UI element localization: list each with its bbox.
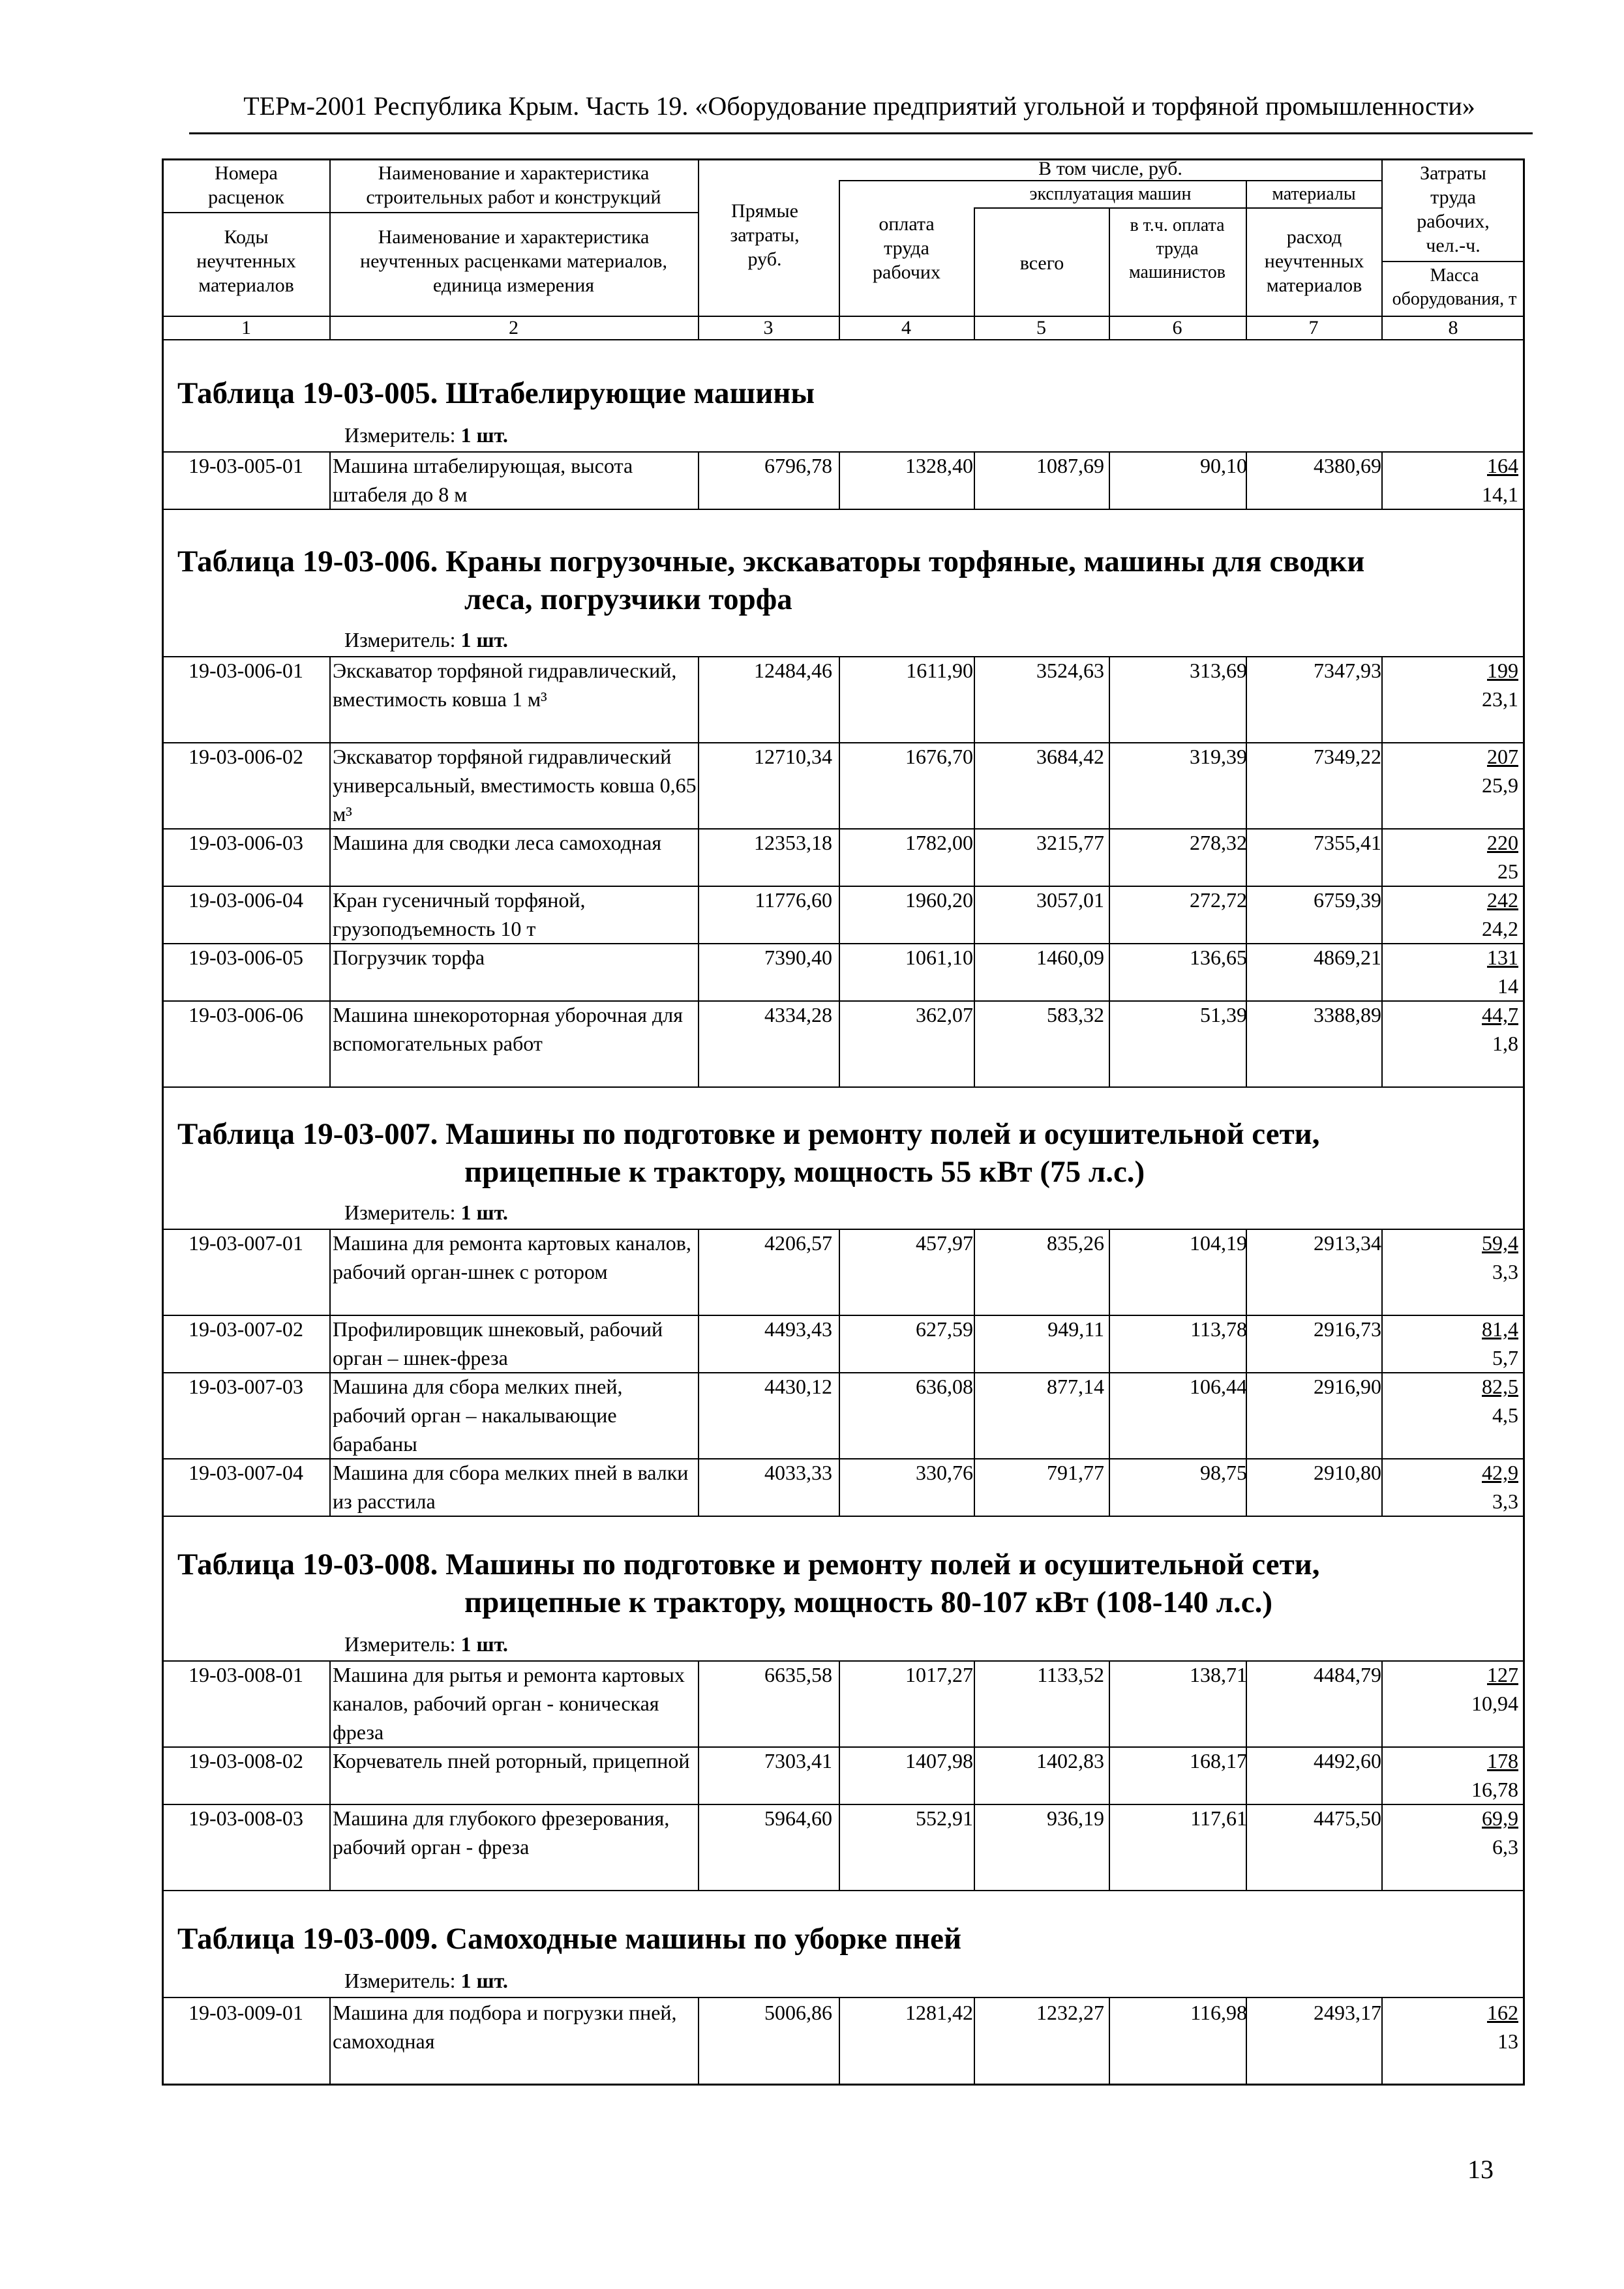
grid-col-line: [329, 1997, 331, 2086]
col6-header: в т.ч. оплата труда машинистов: [1129, 215, 1226, 282]
equipment-mass: 3,3: [1492, 1260, 1518, 1283]
col7-header: расход неучтенных материалов: [1264, 226, 1364, 296]
rate-code: 19-03-007-04: [188, 1461, 303, 1484]
rate-code: 19-03-006-06: [188, 1003, 303, 1026]
header-divider: [162, 212, 699, 213]
work-name: Машина для рытья и ремонта картовых каналов, рабочий орган - коническая фреза: [333, 1663, 685, 1744]
labor-pay: 1061,10: [905, 946, 973, 969]
machinists-pay: 168,17: [1190, 1749, 1247, 1773]
equipment-mass: 4,5: [1492, 1403, 1518, 1427]
materials-cost: 7347,93: [1314, 659, 1381, 682]
labor-pay: 1611,90: [906, 659, 973, 682]
grid-col-line: [974, 1229, 975, 1516]
grid-col-line: [974, 656, 975, 1086]
materials-cost: 2916,73: [1314, 1317, 1381, 1341]
labor-hours: 127: [1487, 1663, 1518, 1686]
machinists-pay: 106,44: [1190, 1375, 1247, 1398]
col-number: 7: [1308, 317, 1319, 338]
machinists-pay: 117,61: [1190, 1806, 1247, 1830]
labor-hours: 178: [1487, 1749, 1518, 1773]
direct-cost: 4493,43: [764, 1317, 832, 1341]
labor-pay: 636,08: [916, 1375, 973, 1398]
materials-cost: 2910,80: [1314, 1461, 1381, 1484]
materials-cost: 2916,90: [1314, 1375, 1381, 1398]
rate-code: 19-03-006-04: [188, 888, 303, 912]
grid-col-line: [329, 1229, 331, 1516]
col2-bottom-header: Наименование и характеристика неучтенных расценками материалов, единица измерения: [360, 226, 667, 296]
work-name: Погрузчик торфа: [333, 946, 485, 969]
rate-code: 19-03-007-02: [188, 1317, 303, 1341]
grid-col-line: [974, 451, 975, 509]
measure-line: [344, 1967, 508, 1994]
labor-pay: 1281,42: [905, 2001, 973, 2024]
direct-cost: 11776,60: [755, 888, 832, 912]
labor-pay: 330,76: [916, 1461, 973, 1484]
section-title-continued: прицепные к трактору, мощность 55 кВт (75 л.с.): [464, 1155, 1145, 1189]
machinists-pay: 278,32: [1190, 831, 1247, 854]
labor-pay: 1328,40: [905, 454, 973, 477]
grid-col-line: [329, 451, 331, 509]
machines-total: 1460,09: [1036, 946, 1104, 969]
direct-cost: 5964,60: [764, 1806, 832, 1830]
work-name: Машина для ремонта картовых каналов, рабочий орган-шнек с ротором: [333, 1231, 691, 1283]
materials-cost: 4475,50: [1314, 1806, 1381, 1830]
rate-code: 19-03-007-01: [188, 1231, 303, 1255]
rate-code: 19-03-006-05: [188, 946, 303, 969]
equipment-mass: 1,8: [1492, 1032, 1518, 1055]
grid-col-line: [1381, 1229, 1383, 1516]
machinists-pay: 136,65: [1190, 946, 1247, 969]
work-name: Машина штабелирующая, высота штабеля до 8 м: [333, 454, 633, 506]
col3-header: Прямые затраты, руб.: [730, 200, 800, 270]
labor-hours: 81,4: [1482, 1317, 1518, 1341]
direct-cost: 5006,86: [764, 2001, 832, 2024]
section-rule: [162, 1086, 1525, 1088]
grid-col-line: [839, 1660, 840, 1890]
measure-unit: 1 шт.: [460, 628, 508, 651]
col2-top-header: Наименование и характеристика строительных работ и конструкций: [366, 162, 661, 208]
col4-header: оплата труда рабочих: [873, 213, 940, 283]
machines-total: 1232,27: [1036, 2001, 1104, 2024]
col-number: 5: [1036, 317, 1046, 338]
running-header: ТЕРм-2001 Республика Крым. Часть 19. «Оборудование предприятий угольной и торфяной промышленности»: [243, 91, 1475, 121]
col-number: 8: [1448, 317, 1458, 338]
measure-label: Измеритель:: [344, 423, 456, 447]
labor-hours: 199: [1487, 659, 1518, 682]
machines-total: 835,26: [1047, 1231, 1104, 1255]
labor-pay: 1960,20: [905, 888, 973, 912]
header-col-line: [698, 158, 699, 339]
section-rule: [162, 1890, 1525, 1891]
equipment-mass: 3,3: [1492, 1489, 1518, 1513]
direct-cost: 6796,78: [764, 454, 832, 477]
machines-total: 1402,83: [1036, 1749, 1104, 1773]
machines-total: 791,77: [1047, 1461, 1104, 1484]
grid-col-line: [1381, 656, 1383, 1086]
work-name: Машина для подбора и погрузки пней, самоходная: [333, 2001, 677, 2053]
machinists-pay: 138,71: [1190, 1663, 1247, 1686]
measure-line: [344, 1199, 508, 1225]
direct-cost: 12710,34: [754, 745, 832, 768]
machines-total: 936,19: [1047, 1806, 1104, 1830]
materials-cost: 6759,39: [1314, 888, 1381, 912]
labor-hours: 69,9: [1482, 1806, 1518, 1830]
section-title-continued: прицепные к трактору, мощность 80-107 кВт (108-140 л.с.): [464, 1585, 1273, 1619]
work-name: Машина шнекороторная уборочная для вспомогательных работ: [333, 1003, 683, 1055]
work-name: Машина для глубокого фрезерования, рабочий орган - фреза: [333, 1806, 670, 1859]
measure-label: Измеритель:: [344, 628, 456, 651]
col-number: 4: [901, 317, 911, 338]
materials-cost: 4492,60: [1314, 1749, 1381, 1773]
equipment-mass: 14: [1497, 974, 1518, 998]
machinists-pay: 90,10: [1200, 454, 1247, 477]
labor-hours: 162: [1487, 2001, 1518, 2024]
direct-cost: 4430,12: [764, 1375, 832, 1398]
measure-line: [344, 422, 508, 448]
header-col-line: [1381, 158, 1383, 339]
equipment-mass: 14,1: [1482, 483, 1518, 506]
measure-unit: 1 шт.: [460, 1201, 508, 1224]
labor-pay: 627,59: [916, 1317, 973, 1341]
machines-total: 1133,52: [1037, 1663, 1104, 1686]
materials-cost: 2913,34: [1314, 1231, 1381, 1255]
rate-code: 19-03-006-03: [188, 831, 303, 854]
header-divider: [1381, 261, 1525, 262]
machines-total: 3215,77: [1036, 831, 1104, 854]
machinists-pay: 313,69: [1190, 659, 1247, 682]
grid-col-line: [698, 1660, 699, 1890]
machinists-pay: 51,39: [1200, 1003, 1247, 1026]
materials-cost: 2493,17: [1314, 2001, 1381, 2024]
grid-col-line: [329, 1660, 331, 1890]
col1-top-header: Номера расценок: [208, 162, 284, 208]
section-rule: [162, 1516, 1525, 1517]
measure-label: Измеритель:: [344, 1969, 456, 1992]
equipment-mass: 13: [1497, 2029, 1518, 2053]
machines-total: 1087,69: [1036, 454, 1104, 477]
labor-hours: 131: [1487, 946, 1518, 969]
header-divider: [974, 207, 1381, 209]
materials-cost: 3388,89: [1314, 1003, 1381, 1026]
included-group-header: В том числе, руб.: [1038, 158, 1182, 179]
measure-label: Измеритель:: [344, 1201, 456, 1224]
machinists-pay: 104,19: [1190, 1231, 1247, 1255]
equipment-mass: 24,2: [1482, 917, 1518, 940]
col8-top-header: Затраты труда рабочих, чел.-ч.: [1417, 162, 1490, 256]
measure-line: [344, 1631, 508, 1657]
direct-cost: 4334,28: [764, 1003, 832, 1026]
equipment-mass: 16,78: [1471, 1778, 1518, 1801]
measure-unit: 1 шт.: [460, 423, 508, 447]
rate-code: 19-03-008-01: [188, 1663, 303, 1686]
grid-col-line: [1381, 1997, 1383, 2086]
measure-unit: 1 шт.: [460, 1632, 508, 1656]
work-name: Профилировщик шнековый, рабочий орган – шнек-фреза: [333, 1317, 663, 1369]
equipment-mass: 25: [1497, 860, 1518, 883]
equipment-mass: 10,94: [1471, 1692, 1518, 1715]
work-name: Машина для сбора мелких пней, рабочий орган – накалывающие барабаны: [333, 1375, 623, 1456]
col5-header: всего: [1019, 252, 1064, 274]
rate-code: 19-03-006-01: [188, 659, 303, 682]
measure-unit: 1 шт.: [460, 1969, 508, 1992]
labor-hours: 59,4: [1482, 1231, 1518, 1255]
work-name: Машина для сводки леса самоходная: [333, 831, 662, 854]
grid-col-line: [1109, 1660, 1110, 1890]
rate-code: 19-03-008-02: [188, 1749, 303, 1773]
grid-col-line: [329, 656, 331, 1086]
equipment-mass: 6,3: [1492, 1835, 1518, 1859]
work-name: Кран гусеничный торфяной, грузоподъемность 10 т: [333, 888, 586, 940]
machines-total: 877,14: [1047, 1375, 1104, 1398]
measure-label: Измеритель:: [344, 1632, 456, 1656]
rate-code: 19-03-005-01: [188, 454, 303, 477]
labor-hours: 220: [1487, 831, 1518, 854]
materials-cost: 7355,41: [1314, 831, 1381, 854]
page-number: 13: [1467, 2155, 1494, 2184]
grid-col-line: [1381, 1660, 1383, 1890]
labor-pay: 1407,98: [905, 1749, 973, 1773]
direct-cost: 12353,18: [754, 831, 832, 854]
machines-total: 3057,01: [1036, 888, 1104, 912]
labor-pay: 457,97: [916, 1231, 973, 1255]
section-title: Таблица 19-03-007. Машины по подготовке и ремонту полей и осушительной сети,: [177, 1117, 1320, 1151]
direct-cost: 7303,41: [764, 1749, 832, 1773]
machinists-pay: 272,72: [1190, 888, 1247, 912]
col-number: 3: [763, 317, 774, 338]
grid-col-line: [974, 1660, 975, 1890]
rate-code: 19-03-007-03: [188, 1375, 303, 1398]
col-number: 2: [509, 317, 519, 338]
materials-cost: 4484,79: [1314, 1663, 1381, 1686]
machinists-pay: 98,75: [1200, 1461, 1247, 1484]
measure-line: [344, 627, 508, 653]
section-title-continued: леса, погрузчики торфа: [464, 582, 792, 616]
labor-pay: 552,91: [916, 1806, 973, 1830]
labor-pay: 1676,70: [905, 745, 973, 768]
machines-group-header: эксплуатация машин: [1029, 184, 1192, 204]
col8-bottom-header: Масса оборудования, т: [1392, 265, 1517, 309]
rate-code: 19-03-006-02: [188, 745, 303, 768]
direct-cost: 7390,40: [764, 946, 832, 969]
machines-total: 3524,63: [1036, 659, 1104, 682]
col-number: 6: [1172, 317, 1182, 338]
direct-cost: 12484,46: [754, 659, 832, 682]
col-number: 1: [241, 317, 251, 338]
labor-hours: 44,7: [1482, 1003, 1518, 1026]
work-name: Экскаватор торфяной гидравлический, вместимость ковша 1 м³: [333, 659, 677, 711]
direct-cost: 4033,33: [764, 1461, 832, 1484]
labor-hours: 207: [1487, 745, 1518, 768]
grid-col-line: [1381, 451, 1383, 509]
materials-cost: 7349,22: [1314, 745, 1381, 768]
labor-hours: 42,9: [1482, 1461, 1518, 1484]
machines-total: 949,11: [1047, 1317, 1104, 1341]
section-title: Таблица 19-03-005. Штабелирующие машины: [177, 376, 815, 410]
materials-group-header: материалы: [1272, 184, 1356, 204]
work-name: Экскаватор торфяной гидравлический универсальный, вместимость ковша 0,65 м³: [333, 745, 697, 826]
labor-pay: 362,07: [916, 1003, 973, 1026]
machinists-pay: 113,78: [1190, 1317, 1247, 1341]
equipment-mass: 23,1: [1482, 687, 1518, 711]
labor-hours: 82,5: [1482, 1375, 1518, 1398]
materials-cost: 4869,21: [1314, 946, 1381, 969]
machines-total: 583,32: [1047, 1003, 1104, 1026]
materials-cost: 4380,69: [1314, 454, 1381, 477]
work-name: Машина для сбора мелких пней в валки из расстила: [333, 1461, 689, 1513]
header-rule: [189, 132, 1533, 134]
section-title: Таблица 19-03-006. Краны погрузочные, экскаваторы торфяные, машины для сводки: [177, 545, 1365, 578]
labor-hours: 242: [1487, 888, 1518, 912]
machinists-pay: 319,39: [1190, 745, 1247, 768]
direct-cost: 6635,58: [764, 1663, 832, 1686]
rate-code: 19-03-009-01: [188, 2001, 303, 2024]
section-rule: [162, 509, 1525, 510]
labor-pay: 1017,27: [905, 1663, 973, 1686]
grid-col-line: [1246, 1660, 1247, 1890]
work-name: Корчеватель пней роторный, прицепной: [333, 1749, 690, 1773]
labor-hours: 164: [1487, 454, 1518, 477]
rate-code: 19-03-008-03: [188, 1806, 303, 1830]
equipment-mass: 5,7: [1492, 1346, 1518, 1369]
machinists-pay: 116,98: [1190, 2001, 1247, 2024]
col1-bottom-header: Коды неучтенных материалов: [196, 226, 296, 296]
section-title: Таблица 19-03-009. Самоходные машины по уборке пней: [177, 1922, 962, 1956]
section-title: Таблица 19-03-008. Машины по подготовке и ремонту полей и осушительной сети,: [177, 1548, 1320, 1581]
header-col-line: [329, 158, 331, 339]
direct-cost: 4206,57: [764, 1231, 832, 1255]
grid-col-line: [974, 1997, 975, 2086]
machines-total: 3684,42: [1036, 745, 1104, 768]
equipment-mass: 25,9: [1482, 773, 1518, 797]
labor-pay: 1782,00: [905, 831, 973, 854]
